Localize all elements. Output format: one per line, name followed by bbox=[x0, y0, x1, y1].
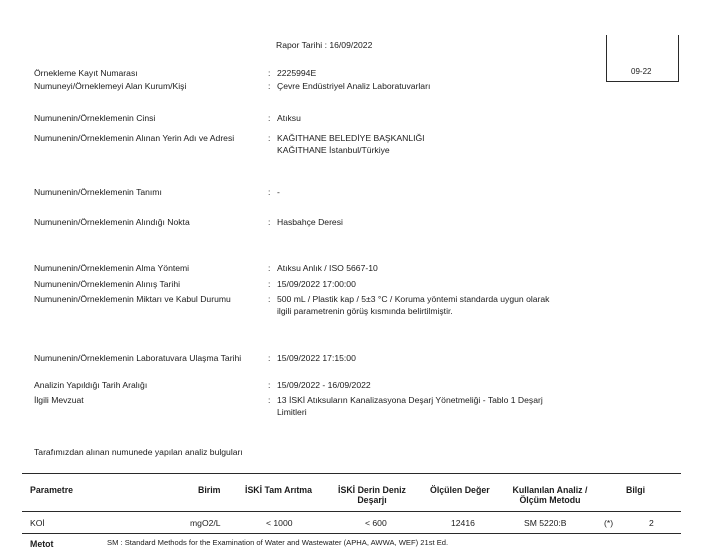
cell-mark: (*) bbox=[604, 518, 614, 528]
field-value: - bbox=[277, 187, 280, 197]
field-label: Numunenin/Örneklemenin Alınış Tarihi bbox=[34, 279, 181, 289]
field-value-line2: ilgili parametrenin görüş kısmında belirtilmiştir. bbox=[277, 306, 453, 316]
footer-text: SM : Standard Methods for the Examination of Water and Wastewater (APHA, AWWA, WEF) 21st Ed. bbox=[107, 538, 449, 547]
report-date-value: 16/09/2022 bbox=[329, 40, 373, 50]
field-value: 2225994E bbox=[277, 68, 317, 78]
field-label: Numunenin/Örneklemenin Cinsi bbox=[34, 113, 156, 123]
table-bottom-rule bbox=[22, 533, 681, 534]
cell-iski-full: < 1000 bbox=[266, 518, 293, 528]
field-value: KAĞITHANE BELEDİYE BAŞKANLIĞI bbox=[277, 133, 425, 143]
doc-code: 09-22 bbox=[631, 67, 652, 76]
field-label: Numuneyi/Örneklemeyi Alan Kurum/Kişi bbox=[34, 81, 187, 91]
field-label: Numunenin/Örneklemenin Laboratuvara Ulaşma Tarihi bbox=[34, 353, 242, 363]
cell-measured: 12416 bbox=[451, 518, 475, 528]
field-label: İlgili Mevzuat bbox=[34, 395, 84, 405]
field-value-line2: Limitleri bbox=[277, 407, 307, 417]
field-value: Atıksu bbox=[277, 113, 301, 123]
col-header-iski-deep bbox=[332, 485, 412, 505]
col-header-param: Parametre bbox=[30, 485, 74, 495]
col-header-info: Bilgi bbox=[626, 485, 646, 495]
code-box-bottom bbox=[606, 81, 679, 82]
field-value: Hasbahçe Deresi bbox=[277, 217, 343, 227]
report-date: Rapor Tarihi : 16/09/2022 bbox=[276, 40, 373, 50]
field-label: Numunenin/Örneklemenin Alma Yöntemi bbox=[34, 263, 190, 273]
footer-label: Metot bbox=[30, 539, 54, 549]
field-label: Örnekleme Kayıt Numarası bbox=[34, 68, 138, 78]
field-value: 15/09/2022 - 16/09/2022 bbox=[277, 380, 371, 390]
field-label: Numunenin/Örneklemenin Alındığı Nokta bbox=[34, 217, 190, 227]
findings-intro: Tarafımızdan alınan numunede yapılan analiz bulguları bbox=[34, 447, 243, 457]
field-label: Numunenin/Örneklemenin Tanımı bbox=[34, 187, 162, 197]
field-value: 15/09/2022 17:00:00 bbox=[277, 279, 356, 289]
field-label: Numunenin/Örneklemenin Miktarı ve Kabul Durumu bbox=[34, 294, 231, 304]
col-header-iski-deep-line2: Deşarjı bbox=[357, 495, 387, 505]
col-header-method bbox=[500, 485, 600, 505]
table-top-rule bbox=[22, 473, 681, 474]
cell-info: 2 bbox=[649, 518, 654, 528]
field-value: 15/09/2022 17:15:00 bbox=[277, 353, 356, 363]
cell-unit: mgO2/L bbox=[190, 518, 221, 528]
report-date-label: Rapor Tarihi bbox=[276, 40, 323, 50]
cell-param: KOİ bbox=[30, 518, 45, 528]
code-box-right bbox=[678, 35, 679, 81]
cell-method: SM 5220:B bbox=[524, 518, 567, 528]
col-header-method-line2: Ölçüm Metodu bbox=[519, 495, 581, 505]
table-header-rule bbox=[22, 511, 681, 512]
col-header-iski-deep-line1: İSKİ Derin Deniz bbox=[338, 485, 406, 495]
col-header-iski-full: İSKİ Tam Arıtma bbox=[245, 485, 312, 495]
field-value: 13 İSKİ Atıksuların Kanalizasyona Deşarj Yönetmeliği - Tablo 1 Deşarj bbox=[277, 395, 543, 405]
field-value: Çevre Endüstriyel Analiz Laboratuvarları bbox=[277, 81, 431, 91]
field-value: Atıksu Anlık / ISO 5667-10 bbox=[277, 263, 378, 273]
field-label: Numunenin/Örneklemenin Alınan Yerin Adı ve Adresi bbox=[34, 133, 235, 143]
field-value-line2: KAĞITHANE İstanbul/Türkiye bbox=[277, 145, 390, 155]
col-header-method-line1: Kullanılan Analiz / bbox=[512, 485, 588, 495]
field-label: Analizin Yapıldığı Tarih Aralığı bbox=[34, 380, 148, 390]
col-header-unit: Birim bbox=[198, 485, 221, 495]
code-box-left bbox=[606, 35, 607, 81]
cell-iski-deep: < 600 bbox=[365, 518, 387, 528]
field-value: 500 mL / Plastik kap / 5±3 °C / Koruma yöntemi standarda uygun olarak bbox=[277, 294, 550, 304]
col-header-measured: Ölçülen Değer bbox=[430, 485, 490, 495]
